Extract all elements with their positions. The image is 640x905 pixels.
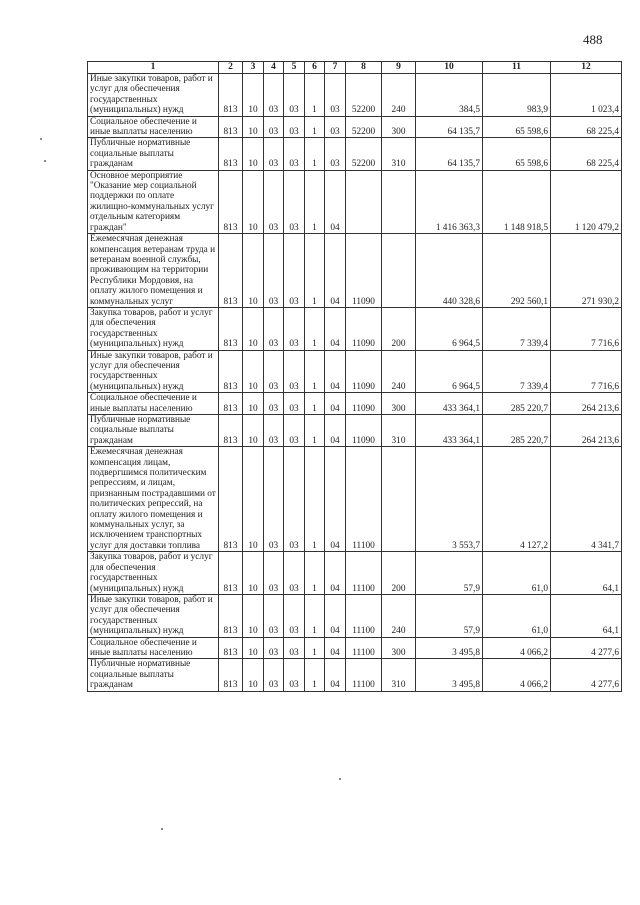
row-name: Иные закупки товаров, работ и услуг для обеспечения государственных (муниципальных) нужд <box>88 74 219 117</box>
cell-c8: 11090 <box>346 393 382 415</box>
header-cell: 10 <box>416 62 483 74</box>
header-cell: 5 <box>284 62 305 74</box>
cell-c4: 03 <box>264 659 284 691</box>
cell-c9: 240 <box>382 74 416 117</box>
cell-c9: 310 <box>382 659 416 691</box>
cell-c7: 04 <box>325 415 346 447</box>
cell-c3: 10 <box>243 393 264 415</box>
cell-c4: 03 <box>264 637 284 659</box>
cell-c5: 03 <box>284 447 305 552</box>
cell-c12: 68 225,4 <box>551 138 622 170</box>
cell-c9 <box>382 170 416 233</box>
table-row <box>88 307 622 350</box>
cell-c10: 57,9 <box>416 552 483 595</box>
table-row <box>88 393 622 415</box>
cell-c12: 4 277,6 <box>551 659 622 691</box>
cell-c4: 03 <box>264 307 284 350</box>
cell-c10: 6 964,5 <box>416 350 483 393</box>
cell-c9 <box>382 234 416 308</box>
row-name: Иные закупки товаров, работ и услуг для обеспечения государственных (муниципальных) нужд <box>88 350 219 393</box>
cell-c8: 11090 <box>346 415 382 447</box>
cell-c8: 52200 <box>346 116 382 138</box>
cell-c3: 10 <box>243 138 264 170</box>
cell-c9: 300 <box>382 393 416 415</box>
cell-c4: 03 <box>264 415 284 447</box>
cell-c11: 4 127,2 <box>483 447 551 552</box>
cell-c6: 1 <box>305 350 325 393</box>
cell-c3: 10 <box>243 447 264 552</box>
cell-c4: 03 <box>264 447 284 552</box>
cell-c7: 04 <box>325 659 346 691</box>
row-name: Ежемесячная денежная компенсация лицам, подвергшимся политическим репрессиям, и лицам, признанным пострадавшими от политических репрессий, на оплату жилого помещения и коммунальных услуг, за исключением транспортных услуг для доставки топлива <box>88 447 219 552</box>
table-row <box>88 552 622 595</box>
cell-c8 <box>346 170 382 233</box>
cell-c10: 384,5 <box>416 74 483 117</box>
cell-c12: 271 930,2 <box>551 234 622 308</box>
cell-c5: 03 <box>284 74 305 117</box>
row-name: Публичные нормативные социальные выплаты гражданам <box>88 138 219 170</box>
table-row <box>88 415 622 447</box>
table-row <box>88 637 622 659</box>
cell-c7: 03 <box>325 138 346 170</box>
scan-speck <box>44 160 46 162</box>
cell-c11: 4 066,2 <box>483 637 551 659</box>
cell-c11: 7 339,4 <box>483 350 551 393</box>
cell-c9: 200 <box>382 552 416 595</box>
cell-c8: 11090 <box>346 307 382 350</box>
row-name: Публичные нормативные социальные выплаты гражданам <box>88 415 219 447</box>
cell-c12: 7 716,6 <box>551 350 622 393</box>
cell-c5: 03 <box>284 637 305 659</box>
cell-c4: 03 <box>264 138 284 170</box>
cell-c2: 813 <box>219 415 243 447</box>
row-name: Публичные нормативные социальные выплаты гражданам <box>88 659 219 691</box>
cell-c5: 03 <box>284 415 305 447</box>
row-name: Основное мероприятие "Оказание мер социальной поддержки по оплате жилищно-коммунальных услуг отдельным категориям граждан" <box>88 170 219 233</box>
cell-c3: 10 <box>243 74 264 117</box>
cell-c8: 11100 <box>346 637 382 659</box>
cell-c4: 03 <box>264 594 284 637</box>
cell-c8: 11090 <box>346 350 382 393</box>
row-name: Социальное обеспечение и иные выплаты населению <box>88 116 219 138</box>
cell-c11: 285 220,7 <box>483 393 551 415</box>
cell-c5: 03 <box>284 659 305 691</box>
cell-c7: 04 <box>325 447 346 552</box>
row-name: Ежемесячная денежная компенсация ветеранам труда и ветеранам военной службы, проживающим на территории Республики Мордовия, на оплату жилого помещения и коммунальных услуг <box>88 234 219 308</box>
cell-c4: 03 <box>264 170 284 233</box>
cell-c3: 10 <box>243 170 264 233</box>
cell-c3: 10 <box>243 116 264 138</box>
cell-c6: 1 <box>305 552 325 595</box>
header-cell: 8 <box>346 62 382 74</box>
cell-c12: 264 213,6 <box>551 393 622 415</box>
cell-c8: 11100 <box>346 659 382 691</box>
cell-c3: 10 <box>243 415 264 447</box>
header-row <box>88 62 622 74</box>
cell-c5: 03 <box>284 350 305 393</box>
cell-c6: 1 <box>305 234 325 308</box>
cell-c10: 1 416 363,3 <box>416 170 483 233</box>
cell-c12: 7 716,6 <box>551 307 622 350</box>
cell-c12: 264 213,6 <box>551 415 622 447</box>
cell-c10: 3 495,8 <box>416 659 483 691</box>
cell-c3: 10 <box>243 594 264 637</box>
cell-c8: 11090 <box>346 234 382 308</box>
cell-c2: 813 <box>219 637 243 659</box>
cell-c10: 440 328,6 <box>416 234 483 308</box>
row-name: Закупка товаров, работ и услуг для обеспечения государственных (муниципальных) нужд <box>88 552 219 595</box>
cell-c4: 03 <box>264 393 284 415</box>
cell-c12: 4 277,6 <box>551 637 622 659</box>
cell-c3: 10 <box>243 552 264 595</box>
cell-c10: 64 135,7 <box>416 138 483 170</box>
cell-c2: 813 <box>219 234 243 308</box>
cell-c8: 52200 <box>346 138 382 170</box>
table-row <box>88 116 622 138</box>
cell-c5: 03 <box>284 116 305 138</box>
header-cell: 6 <box>305 62 325 74</box>
cell-c9: 310 <box>382 415 416 447</box>
table-row <box>88 74 622 117</box>
cell-c10: 6 964,5 <box>416 307 483 350</box>
cell-c10: 3 553,7 <box>416 447 483 552</box>
cell-c4: 03 <box>264 234 284 308</box>
cell-c8: 11100 <box>346 552 382 595</box>
cell-c7: 03 <box>325 116 346 138</box>
cell-c7: 04 <box>325 350 346 393</box>
cell-c3: 10 <box>243 307 264 350</box>
cell-c12: 68 225,4 <box>551 116 622 138</box>
cell-c2: 813 <box>219 659 243 691</box>
cell-c7: 04 <box>325 170 346 233</box>
budget-table <box>87 61 622 692</box>
cell-c11: 1 148 918,5 <box>483 170 551 233</box>
cell-c7: 04 <box>325 393 346 415</box>
cell-c6: 1 <box>305 393 325 415</box>
cell-c2: 813 <box>219 138 243 170</box>
table-row <box>88 659 622 691</box>
header-cell: 3 <box>243 62 264 74</box>
cell-c11: 61,0 <box>483 594 551 637</box>
header-cell: 11 <box>483 62 551 74</box>
cell-c2: 813 <box>219 393 243 415</box>
cell-c5: 03 <box>284 393 305 415</box>
cell-c2: 813 <box>219 74 243 117</box>
cell-c11: 65 598,6 <box>483 116 551 138</box>
cell-c8: 11100 <box>346 447 382 552</box>
cell-c12: 1 120 479,2 <box>551 170 622 233</box>
cell-c6: 1 <box>305 415 325 447</box>
cell-c4: 03 <box>264 116 284 138</box>
cell-c10: 433 364,1 <box>416 415 483 447</box>
row-name: Социальное обеспечение и иные выплаты населению <box>88 637 219 659</box>
scan-speck <box>161 828 163 830</box>
cell-c11: 4 066,2 <box>483 659 551 691</box>
cell-c9: 240 <box>382 350 416 393</box>
table-row <box>88 594 622 637</box>
cell-c2: 813 <box>219 307 243 350</box>
cell-c11: 7 339,4 <box>483 307 551 350</box>
table-row <box>88 447 622 552</box>
header-cell: 4 <box>264 62 284 74</box>
cell-c6: 1 <box>305 74 325 117</box>
cell-c6: 1 <box>305 594 325 637</box>
page-number: 488 <box>583 32 603 47</box>
row-name: Иные закупки товаров, работ и услуг для обеспечения государственных (муниципальных) нужд <box>88 594 219 637</box>
cell-c5: 03 <box>284 234 305 308</box>
header-cell: 1 <box>88 62 219 74</box>
header-cell: 2 <box>219 62 243 74</box>
cell-c12: 1 023,4 <box>551 74 622 117</box>
cell-c10: 433 364,1 <box>416 393 483 415</box>
table-row <box>88 170 622 233</box>
cell-c9: 300 <box>382 637 416 659</box>
scan-speck <box>40 138 42 140</box>
cell-c5: 03 <box>284 307 305 350</box>
cell-c2: 813 <box>219 350 243 393</box>
cell-c3: 10 <box>243 659 264 691</box>
cell-c10: 57,9 <box>416 594 483 637</box>
cell-c5: 03 <box>284 552 305 595</box>
cell-c7: 03 <box>325 74 346 117</box>
cell-c11: 292 560,1 <box>483 234 551 308</box>
cell-c2: 813 <box>219 594 243 637</box>
cell-c6: 1 <box>305 637 325 659</box>
cell-c11: 61,0 <box>483 552 551 595</box>
cell-c9 <box>382 447 416 552</box>
cell-c6: 1 <box>305 659 325 691</box>
header-cell: 7 <box>325 62 346 74</box>
cell-c5: 03 <box>284 170 305 233</box>
cell-c6: 1 <box>305 447 325 552</box>
cell-c9: 300 <box>382 116 416 138</box>
cell-c8: 52200 <box>346 74 382 117</box>
row-name: Закупка товаров, работ и услуг для обеспечения государственных (муниципальных) нужд <box>88 307 219 350</box>
cell-c4: 03 <box>264 74 284 117</box>
cell-c2: 813 <box>219 170 243 233</box>
cell-c12: 64,1 <box>551 552 622 595</box>
cell-c11: 983,9 <box>483 74 551 117</box>
table-row <box>88 350 622 393</box>
cell-c3: 10 <box>243 350 264 393</box>
cell-c7: 04 <box>325 307 346 350</box>
cell-c9: 240 <box>382 594 416 637</box>
cell-c3: 10 <box>243 234 264 308</box>
cell-c2: 813 <box>219 447 243 552</box>
cell-c3: 10 <box>243 637 264 659</box>
cell-c9: 310 <box>382 138 416 170</box>
cell-c6: 1 <box>305 170 325 233</box>
cell-c7: 04 <box>325 637 346 659</box>
cell-c12: 4 341,7 <box>551 447 622 552</box>
cell-c6: 1 <box>305 138 325 170</box>
cell-c12: 64,1 <box>551 594 622 637</box>
cell-c11: 285 220,7 <box>483 415 551 447</box>
header-cell: 12 <box>551 62 622 74</box>
cell-c10: 3 495,8 <box>416 637 483 659</box>
scan-speck <box>339 778 341 780</box>
cell-c7: 04 <box>325 552 346 595</box>
cell-c5: 03 <box>284 594 305 637</box>
cell-c5: 03 <box>284 138 305 170</box>
cell-c7: 04 <box>325 594 346 637</box>
cell-c9: 200 <box>382 307 416 350</box>
cell-c4: 03 <box>264 350 284 393</box>
cell-c10: 64 135,7 <box>416 116 483 138</box>
cell-c2: 813 <box>219 116 243 138</box>
header-cell: 9 <box>382 62 416 74</box>
row-name: Социальное обеспечение и иные выплаты населению <box>88 393 219 415</box>
table-row <box>88 234 622 308</box>
cell-c6: 1 <box>305 307 325 350</box>
table-row <box>88 138 622 170</box>
cell-c8: 11100 <box>346 594 382 637</box>
cell-c11: 65 598,6 <box>483 138 551 170</box>
cell-c6: 1 <box>305 116 325 138</box>
cell-c7: 04 <box>325 234 346 308</box>
cell-c4: 03 <box>264 552 284 595</box>
cell-c2: 813 <box>219 552 243 595</box>
